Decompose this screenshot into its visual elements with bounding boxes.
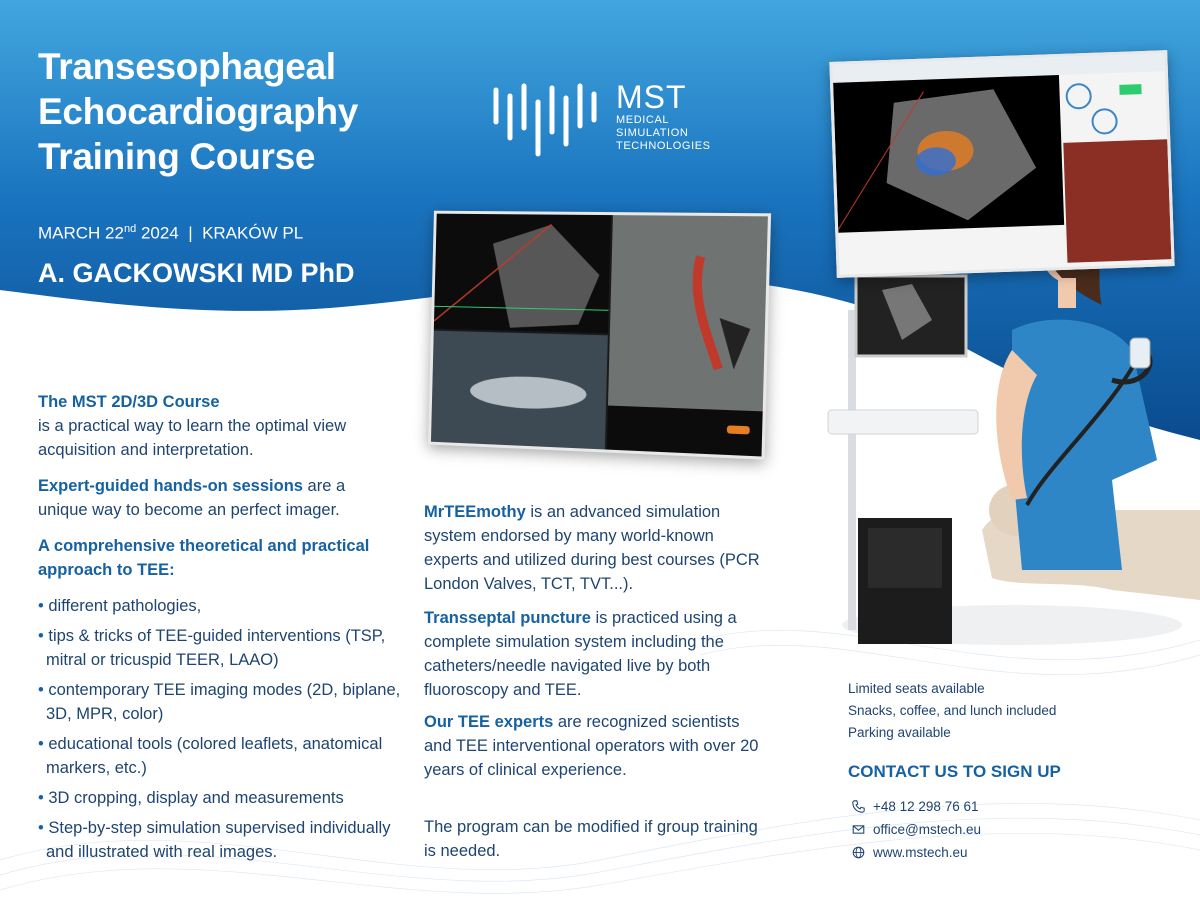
- simulator-screen-image: [428, 211, 771, 460]
- bullet-item: • contemporary TEE imaging modes (2D, biplane, 3D, MPR, color): [38, 681, 401, 723]
- experts-paragraph: [424, 710, 769, 782]
- bullet-text: tips & tricks of TEE-guided interventions (TSP, mitral or tricuspid TEER, LAAO): [46, 627, 386, 669]
- globe-icon: [852, 846, 865, 859]
- logo-sub-2: SIMULATION: [616, 127, 689, 139]
- date-suffix: nd: [123, 223, 137, 235]
- date-rest: 2024 | KRAKÓW PL: [136, 223, 304, 243]
- title-line-1: Transesophageal: [38, 46, 336, 87]
- instructor-name: A. GACKOWSKI MD PhD: [38, 258, 355, 288]
- mrteemothy-text: is an advanced simulation system endorsed by many world-known experts and utilized during best courses (PCR London Valves, TCT, TVT...).: [424, 503, 760, 593]
- bullet-text: different pathologies,: [48, 597, 202, 615]
- contact-phone[interactable]: [852, 799, 978, 814]
- course-title: [38, 44, 418, 179]
- bullet-item: • educational tools (colored leaflets, anatomical markers, etc.): [38, 735, 383, 777]
- echo-monitor-image: [829, 50, 1174, 278]
- program-paragraph: [424, 815, 769, 863]
- logo-sub-3: TECHNOLOGIES: [616, 140, 711, 152]
- info-parking: Parking available: [848, 725, 951, 740]
- approach-heading: [38, 534, 398, 582]
- bullet-text: Step-by-step simulation supervised individually and illustrated with real images.: [46, 819, 391, 861]
- title-line-2: Echocardiography: [38, 91, 359, 132]
- approach-heading-text: A comprehensive theoretical and practical approach to TEE:: [38, 537, 370, 579]
- bullet-text: contemporary TEE imaging modes (2D, biplane, 3D, MPR, color): [46, 681, 401, 723]
- logo-text: [616, 80, 711, 153]
- transseptal-text: is practiced using a complete simulation system including the catheters/needle navigated live by both fluoroscopy and TEE.: [424, 609, 737, 699]
- course-description: [38, 390, 398, 462]
- bullet-item: • Step-by-step simulation supervised individually and illustrated with real images.: [38, 819, 391, 861]
- course-heading: The MST 2D/3D Course: [38, 393, 220, 411]
- program-text: The program can be modified if group training is needed.: [424, 818, 758, 860]
- echo-monitor-graphic: [832, 53, 1171, 274]
- mail-icon: [852, 823, 865, 836]
- date-location: [38, 223, 303, 244]
- website-link[interactable]: www.mstech.eu: [873, 845, 968, 860]
- contact-web[interactable]: [852, 845, 968, 860]
- bullet-item: • different pathologies,: [38, 597, 202, 615]
- contact-email[interactable]: [852, 822, 981, 837]
- sessions-heading: Expert-guided hands-on sessions: [38, 477, 303, 495]
- phone-icon: [852, 800, 865, 813]
- experts-text: are recognized scientists and TEE interventional operators with over 20 years of clinical experience.: [424, 713, 759, 779]
- phone-number[interactable]: +48 12 298 76 61: [873, 799, 979, 814]
- email-address[interactable]: office@mstech.eu: [873, 822, 982, 837]
- experts-heading: Our TEE experts: [424, 713, 554, 731]
- simulator-screen-graphic: [431, 214, 768, 457]
- bullet-item: • 3D cropping, display and measurements: [38, 789, 344, 807]
- info-snacks: Snacks, coffee, and lunch included: [848, 703, 1057, 718]
- contact-title: CONTACT US TO SIGN UP: [848, 762, 1061, 781]
- sessions-text: are a unique way to become an perfect imager.: [38, 477, 346, 519]
- transseptal-paragraph: [424, 606, 769, 702]
- title-line-3: Training Course: [38, 136, 316, 177]
- mst-logo-icon: [492, 82, 604, 158]
- bullet-item: • tips & tricks of TEE-guided interventions (TSP, mitral or tricuspid TEER, LAAO): [38, 627, 386, 669]
- info-seats: Limited seats available: [848, 681, 985, 696]
- bullet-text: educational tools (colored leaflets, anatomical markers, etc.): [46, 735, 383, 777]
- bullet-text: 3D cropping, display and measurements: [48, 789, 344, 807]
- sessions-description: [38, 474, 398, 522]
- mrteemothy-heading: MrTEEmothy: [424, 503, 526, 521]
- mrteemothy-paragraph: [424, 500, 769, 596]
- course-text: is a practical way to learn the optimal view acquisition and interpretation.: [38, 417, 347, 459]
- logo-name: MST: [616, 79, 687, 115]
- date-day: MARCH 22: [38, 223, 124, 243]
- logo-sub-1: MEDICAL: [616, 114, 670, 126]
- transseptal-heading: Transseptal puncture: [424, 609, 591, 627]
